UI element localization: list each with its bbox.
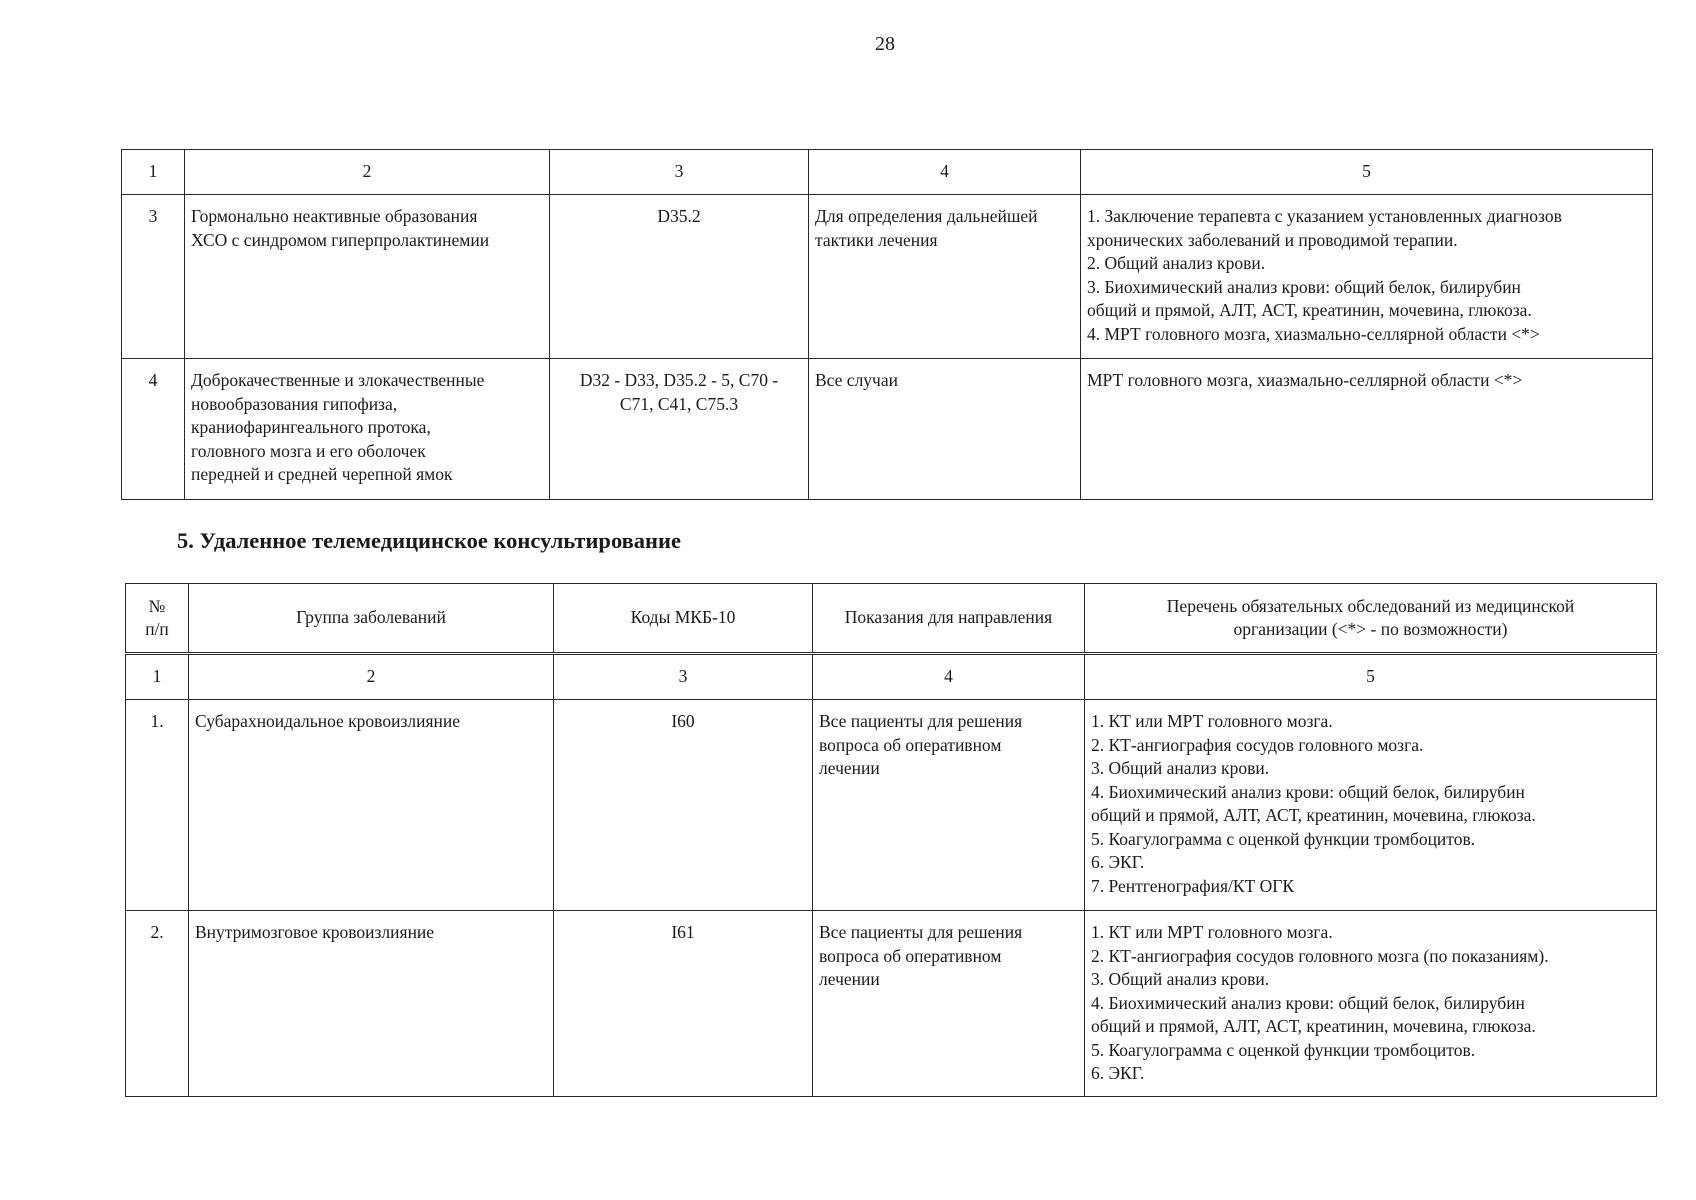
text-line: D32 - D33, D35.2 - 5, C70 - xyxy=(579,370,779,390)
text-line: головного мозга и его оболочек xyxy=(191,440,426,461)
text-line: общий и прямой, АЛТ, АСТ, креатинин, мочевина, глюкоза. xyxy=(1087,300,1532,320)
row-number: 3 xyxy=(122,195,185,359)
text-line: Все пациенты для решения xyxy=(819,922,1023,942)
column-number: 3 xyxy=(550,150,809,195)
text-line: Коды МКБ-10 xyxy=(630,607,736,628)
text-line: Субарахноидальное кровоизлияние xyxy=(195,711,461,731)
disease-group-cell xyxy=(185,359,550,500)
text-line: тактики лечения xyxy=(815,229,938,250)
column-number: 2 xyxy=(185,150,550,195)
text-line: Показания для направления xyxy=(844,607,1053,628)
text-line: 6. ЭКГ. xyxy=(1091,1063,1145,1083)
column-number: 4 xyxy=(809,150,1081,195)
text-line: Группа заболеваний xyxy=(296,607,446,628)
text-line: 4. МРТ головного мозга, хиазмально-селлярной области <*> xyxy=(1087,323,1540,344)
text-line: краниофарингеального протока, xyxy=(191,417,431,437)
indications-cell xyxy=(809,195,1081,359)
text-line: вопроса об оперативном xyxy=(819,734,1002,755)
text-line: Все пациенты для решения xyxy=(819,711,1023,731)
text-line: № xyxy=(148,595,166,616)
text-line: общий и прямой, АЛТ, АСТ, креатинин, мочевина, глюкоза. xyxy=(1091,1016,1536,1036)
text-line: 5. Коагулограмма с оценкой функции тромбоцитов. xyxy=(1091,1039,1476,1060)
table-row xyxy=(122,195,1653,359)
column-number: 3 xyxy=(554,654,813,700)
text-line: лечении xyxy=(819,758,880,778)
text-line: 2. КТ-ангиография сосудов головного мозга. xyxy=(1091,734,1424,755)
text-line: общий и прямой, АЛТ, АСТ, креатинин, мочевина, глюкоза. xyxy=(1091,805,1536,825)
text-line: 2. КТ-ангиография сосудов головного мозга (по показаниям). xyxy=(1091,945,1549,966)
table-row xyxy=(126,700,1657,911)
text-line: Для определения дальнейшей xyxy=(815,206,1038,226)
text-line: 1. КТ или МРТ головного мозга. xyxy=(1091,922,1333,942)
telemedicine-consultation-table xyxy=(125,583,1657,1097)
row-number: 2. xyxy=(126,911,189,1097)
text-line: I60 xyxy=(671,711,695,731)
row-number: 1. xyxy=(126,700,189,911)
text-line: 1. Заключение терапевта с указанием установленных диагнозов xyxy=(1087,206,1562,226)
column-number: 5 xyxy=(1081,150,1653,195)
text-line: 4. Биохимический анализ крови: общий белок, билирубин xyxy=(1091,992,1525,1013)
icd-codes-cell xyxy=(554,700,813,911)
column-number: 1 xyxy=(126,654,189,700)
text-line: 7. Рентгенография/КТ ОГК xyxy=(1091,875,1295,896)
text-line: передней и средней черепной ямок xyxy=(191,464,453,484)
text-line: Перечень обязательных обследований из медицинской xyxy=(1166,595,1575,616)
header-indications xyxy=(813,584,1085,654)
column-number-row xyxy=(122,150,1653,195)
icd-codes-cell xyxy=(554,911,813,1097)
disease-group-cell xyxy=(185,195,550,359)
text-line: лечении xyxy=(819,969,880,989)
text-line: новообразования гипофиза, xyxy=(191,393,398,414)
table-header-row xyxy=(126,584,1657,654)
page-number: 28 xyxy=(875,33,895,55)
text-line: хронических заболеваний и проводимой терапии. xyxy=(1087,229,1458,250)
column-number: 1 xyxy=(122,150,185,195)
text-line: 4. Биохимический анализ крови: общий белок, билирубин xyxy=(1091,781,1525,802)
table-row xyxy=(126,911,1657,1097)
header-icd-codes xyxy=(554,584,813,654)
text-line: 3. Биохимический анализ крови: общий белок, билирубин xyxy=(1087,276,1521,297)
indications-cell xyxy=(813,911,1085,1097)
text-line: 3. Общий анализ крови. xyxy=(1091,969,1270,989)
required-exams-cell xyxy=(1085,911,1657,1097)
table-row xyxy=(122,359,1653,500)
header-required-exams xyxy=(1085,584,1657,654)
disease-group-cell xyxy=(189,911,554,1097)
indications-cell xyxy=(809,359,1081,500)
disease-group-cell xyxy=(189,700,554,911)
required-exams-cell xyxy=(1085,700,1657,911)
text-line: организации (<*> - по возможности) xyxy=(1233,619,1508,639)
text-line: D35.2 xyxy=(657,206,701,226)
text-line: C71, C41, C75.3 xyxy=(619,393,739,414)
header-number xyxy=(126,584,189,654)
text-line: 5. Коагулограмма с оценкой функции тромбоцитов. xyxy=(1091,828,1476,849)
text-line: Гормонально неактивные образования xyxy=(191,206,478,226)
text-line: Все случаи xyxy=(815,370,898,390)
column-number: 4 xyxy=(813,654,1085,700)
text-line: 2. Общий анализ крови. xyxy=(1087,253,1266,273)
exam-requirements-table-continued xyxy=(121,149,1653,500)
indications-cell xyxy=(813,700,1085,911)
text-line: Доброкачественные и злокачественные xyxy=(191,370,485,390)
column-number: 5 xyxy=(1085,654,1657,700)
text-line: Внутримозговое кровоизлияние xyxy=(195,922,435,942)
text-line: вопроса об оперативном xyxy=(819,945,1002,966)
row-number: 4 xyxy=(122,359,185,500)
text-line: 1. КТ или МРТ головного мозга. xyxy=(1091,711,1333,731)
text-line: 6. ЭКГ. xyxy=(1091,852,1145,872)
text-line: 3. Общий анализ крови. xyxy=(1091,758,1270,778)
required-exams-cell xyxy=(1081,195,1653,359)
header-disease-group xyxy=(189,584,554,654)
column-number: 2 xyxy=(189,654,554,700)
icd-codes-cell xyxy=(550,195,809,359)
text-line: п/п xyxy=(145,619,169,639)
icd-codes-cell xyxy=(550,359,809,500)
text-line: I61 xyxy=(671,922,695,942)
text-line: ХСО с синдромом гиперпролактинемии xyxy=(191,229,490,250)
required-exams-cell xyxy=(1081,359,1653,500)
column-number-row xyxy=(126,654,1657,700)
section-title: 5. Удаленное телемедицинское консультирование xyxy=(177,528,681,553)
text-line: МРТ головного мозга, хиазмально-селлярной области <*> xyxy=(1087,370,1523,390)
